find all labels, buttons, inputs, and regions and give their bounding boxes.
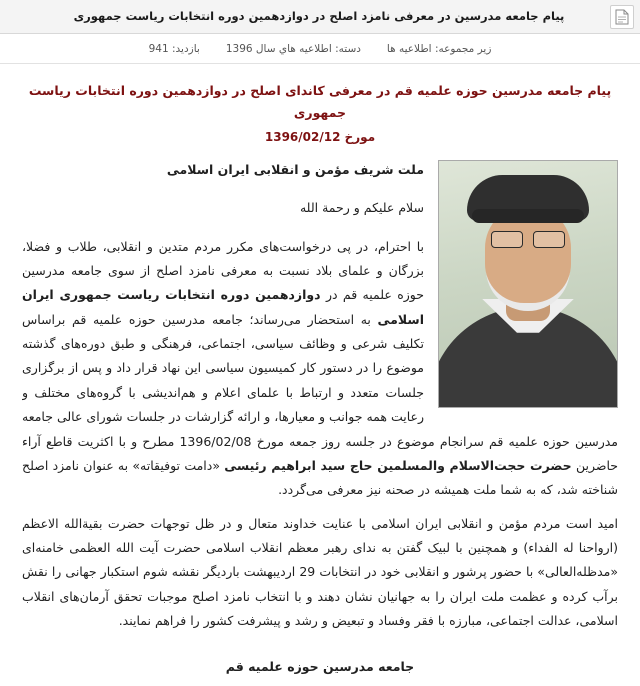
document-content — [0, 64, 640, 686]
document-paragraph-2 — [22, 512, 618, 634]
meta-category-label: زیر مجموعه: — [434, 43, 492, 55]
salutation-primary: ملت شریف مؤمن و انقلابی ایران اسلامی — [166, 161, 424, 177]
body-text: امید است مردم مؤمن و انقلابی ایران اسلامی با عنایت خداوند متعال و در ظل توجهات حضرت بقیةالله الاعظم (ارواحنا له الفداء) و همچنین با لبیک گفتن به ندای رهبر معظم انقلاب اسلامی حضرت آیت الله العظمی خامنه‌ای «مدظله‌العالی» با حضور پرشور و انقلابی خود در انتخابات 29 اردیبهشت باردیگر نقشه شوم استکبار جهانی را نقش برآب کرده و عظمت ملت ایران را به جهانیان نشان دهند و با انتخاب نامزد اصلح موجبات تحقق آرمان‌های انقلاب اسلامی، عدالت اجتماعی، مبارزه با فقر وفساد و تبعیض و رشد و پیشرفت کشور را فراهم نمایند. — [22, 515, 618, 629]
document-signature: جامعه مدرسین حوزه علمیه قم — [225, 658, 415, 674]
body-text: به استحضار می‌رساند؛ جامعه مدرسین حوزه علمیه قم براساس تکلیف شرعی و وظائف سیاسی، اجتماعی، فرهنگی و طبق دوره‌های گذشته موضوع را در دستور کار کمیسیون سیاسی این نهاد قرار داد و پس از برگزاری جلسات متعدد و ارتباط با علمای اعلام و هم‌اندیشی با گروه‌های مختلف و رعایت همه جوانب و معیارها، و ارائه گزارشات در جلسات شورای عالی جامعه مدرسین حوزه علمیه قم سرانجام موضوع در جلسه روز جمعه مورخ 1396/02/08 مطرح و با اکثریت قاطع آراء حاضرین — [22, 311, 618, 473]
emphasis-text: دوازدهمین دوره انتخابات ریاست جمهوری ایران اسلامی — [22, 287, 424, 327]
meta-group-label: دسته: — [335, 43, 361, 55]
body-text: با احترام، در پی درخواست‌های مکرر مردم متدین و انقلابی، طلاب و فضلا، بزرگان و علمای بلاد نسبت به معرفی نامزد اصلح از سوی جامعه مدرسین حوزه علمیه قم در — [22, 238, 424, 303]
meta-views — [149, 43, 200, 55]
page-title: پیام جامعه مدرسین در معرفی نامزد اصلح در دوازدهمین دوره انتخابات ریاست جمهوری — [73, 9, 565, 24]
meta-category-value[interactable]: اطلاعیه ها — [386, 43, 432, 55]
document-title: پیام جامعه مدرسین حوزه علمیه قم در معرفی کاندای اصلح در دوازدهمین دوره انتخابات ریاست جمهوری — [28, 83, 612, 120]
meta-group — [226, 43, 361, 55]
salutation-secondary: سلام علیکم و رحمة الله — [299, 200, 424, 216]
document-icon — [610, 5, 634, 29]
body-text: «دامت توفیقاته» به عنوان نامزد اصلح شناخته شد، که به شما ملت همیشه در صحنه نیز معرفی می‌گردد. — [22, 457, 618, 498]
portrait-image — [438, 160, 618, 408]
meta-category — [387, 43, 491, 55]
document-date: مورخ 1396/02/12 — [264, 129, 376, 144]
document-body — [22, 158, 618, 643]
meta-views-value: 941 — [148, 43, 169, 55]
page-header-bar — [0, 0, 640, 34]
meta-row — [0, 34, 640, 64]
meta-views-label: بازدید: — [171, 43, 200, 55]
emphasis-text: حضرت حجت‌الاسلام والمسلمین حاج سید ابراهیم رئیسی — [224, 457, 572, 473]
meta-group-value[interactable]: اطلاعیه هاي سال 1396 — [225, 43, 332, 55]
